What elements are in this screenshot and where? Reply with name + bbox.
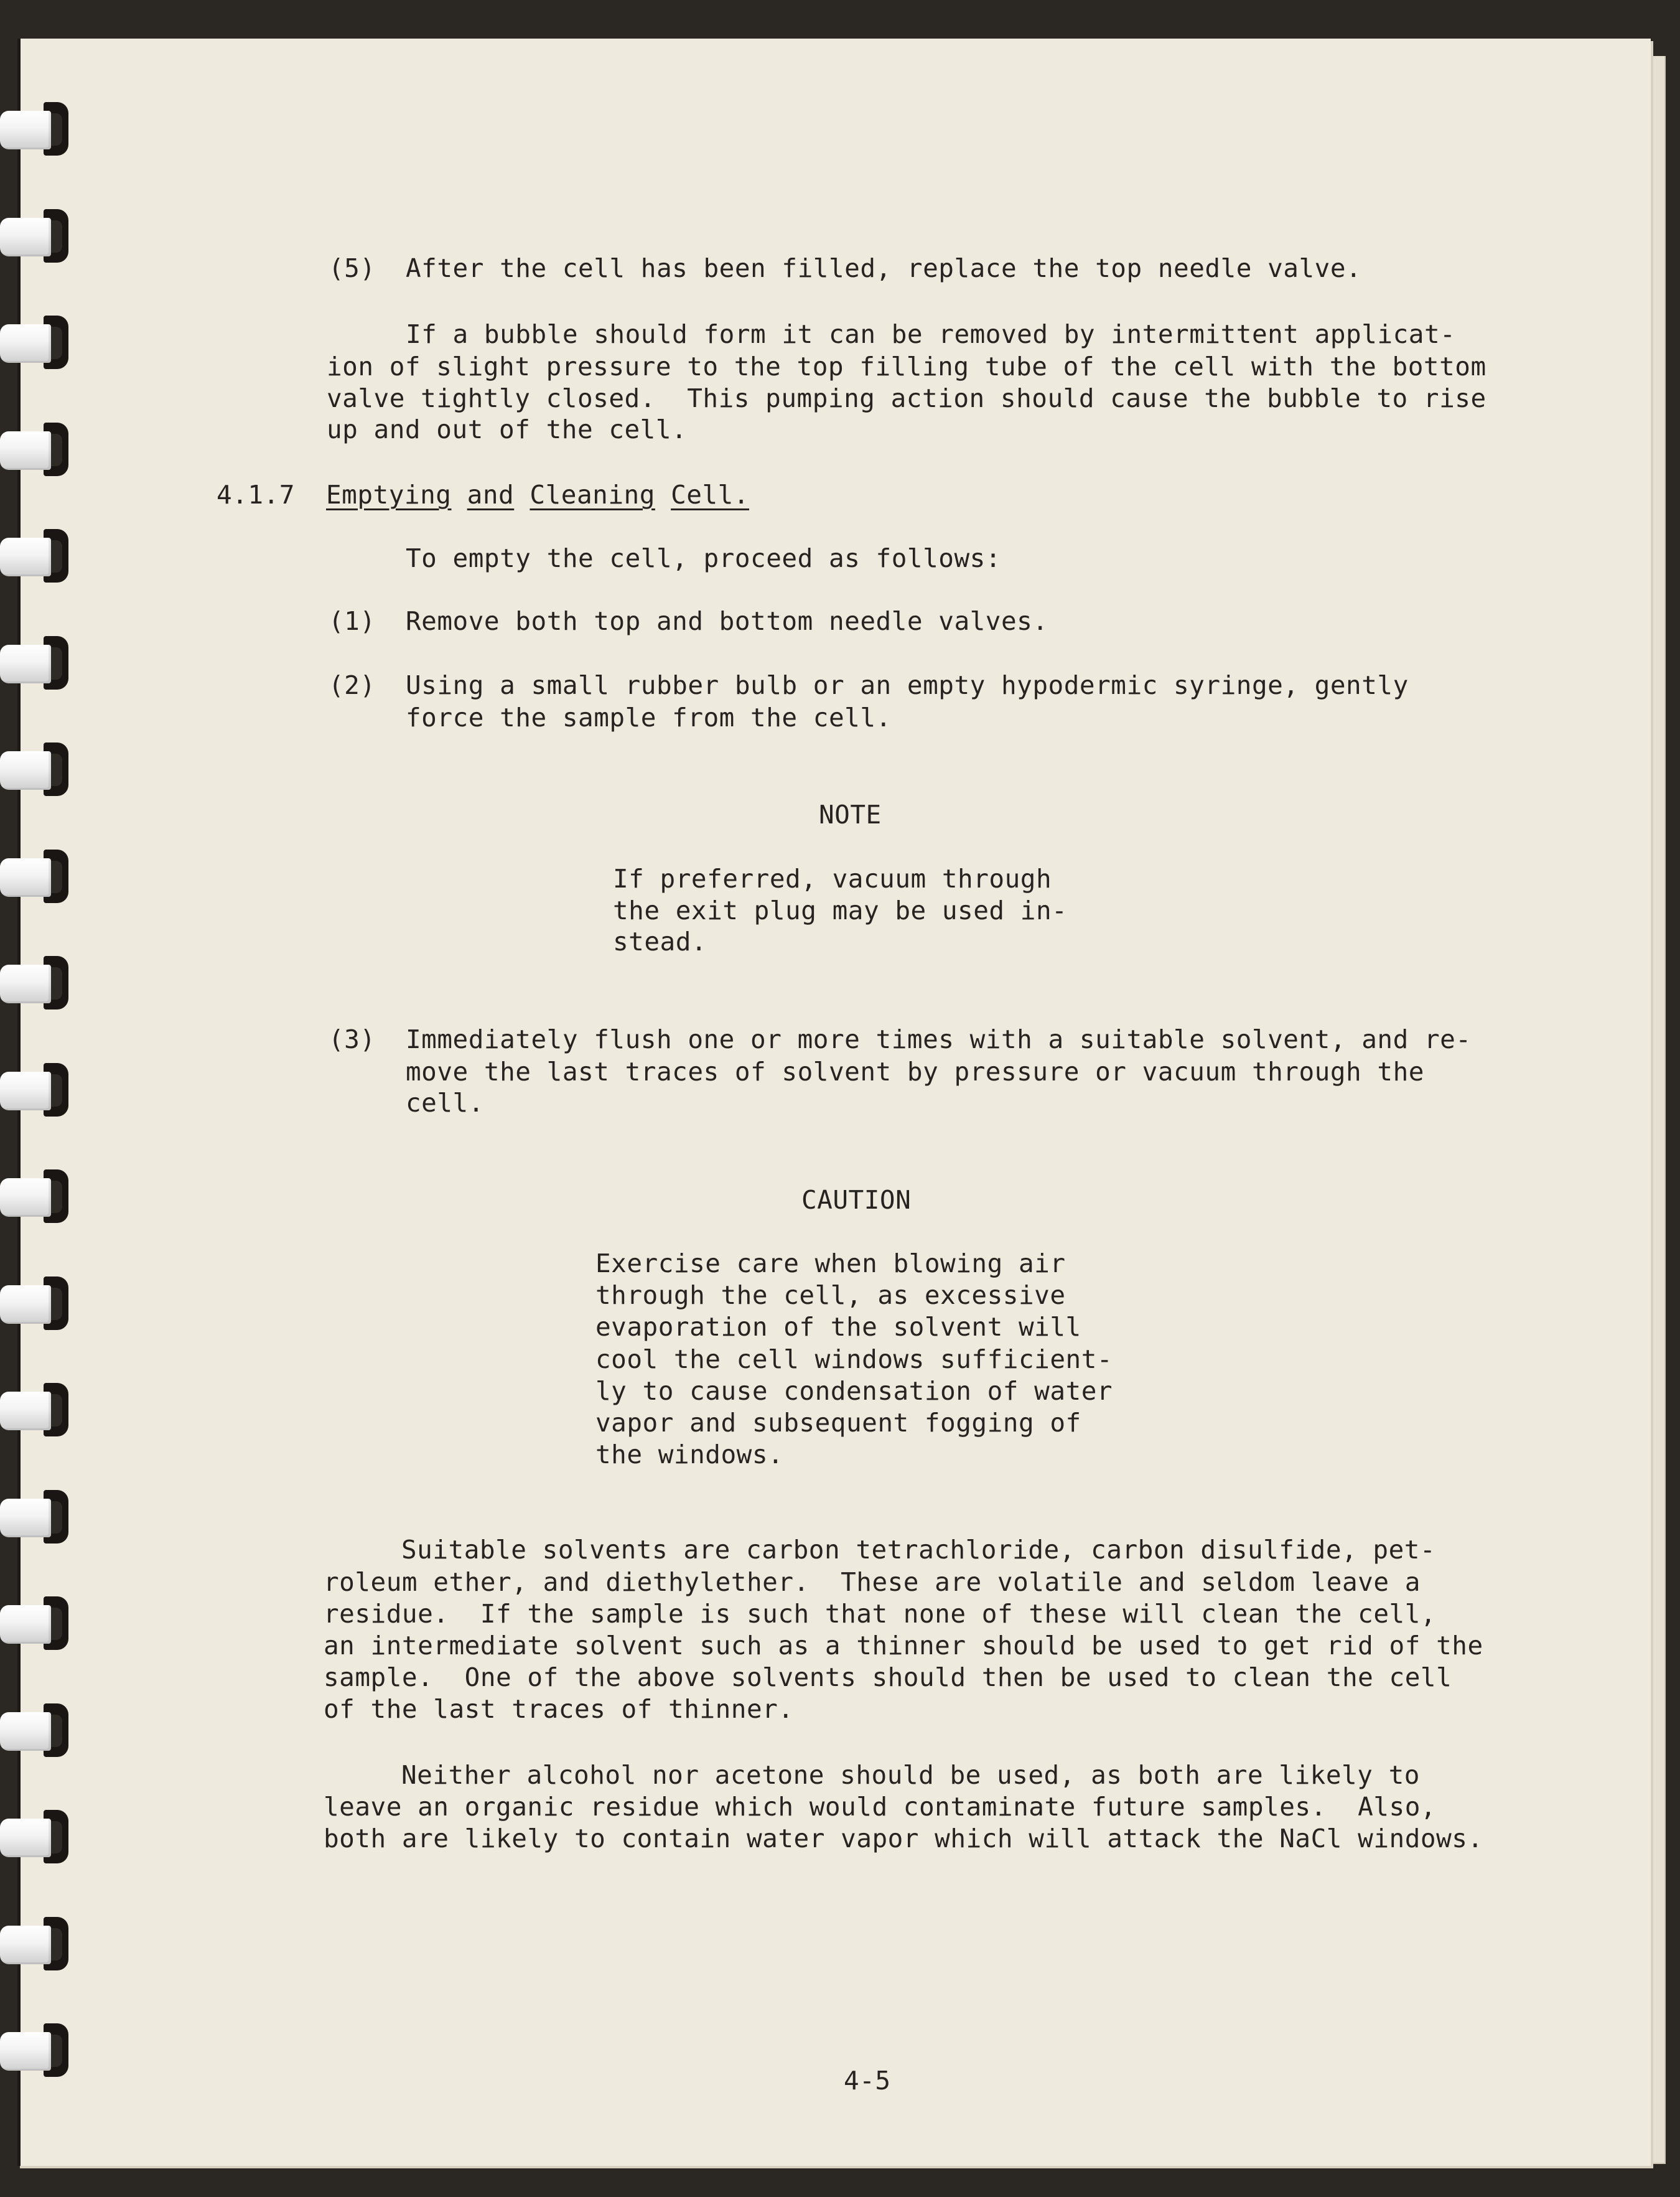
- paragraph-line: If a bubble should form it can be removed by intermittent applicat-: [406, 319, 1456, 349]
- paragraph-line: Suitable solvents are carbon tetrachloride, carbon disulfide, pet-: [401, 1535, 1436, 1565]
- binding-loop: [0, 634, 68, 691]
- section-title-word: and: [467, 480, 515, 510]
- step-2-line: force the sample from the cell.: [406, 703, 892, 733]
- binding-loop: [0, 2021, 68, 2078]
- paragraph-line: residue. If the sample is such that none of these will clean the cell,: [324, 1599, 1437, 1629]
- paragraph-line: valve tightly closed. This pumping action should cause the bubble to rise: [327, 383, 1486, 413]
- section-title-word: Emptying: [326, 480, 452, 510]
- paragraph-line: an intermediate solvent such as a thinner should be used to get rid of the: [324, 1631, 1483, 1661]
- step-3-line: cell.: [406, 1088, 484, 1118]
- step-1-number: (1): [329, 606, 376, 636]
- step-5-number: (5): [329, 253, 376, 283]
- caution-line: Exercise care when blowing air: [595, 1248, 1066, 1278]
- binding-loop: [0, 1274, 68, 1331]
- binding-loop: [0, 1487, 68, 1545]
- binding-loop: [0, 1380, 68, 1438]
- page-number: 4-5: [844, 2066, 891, 2096]
- section-title-word: Cleaning: [530, 480, 655, 510]
- binding-loop: [0, 1061, 68, 1118]
- note-line: the exit plug may be used in-: [613, 896, 1068, 925]
- paragraph-line: leave an organic residue which would contaminate future samples. Also,: [324, 1792, 1437, 1822]
- binding-loop: [0, 1594, 68, 1651]
- caution-line: the windows.: [595, 1440, 784, 1469]
- paragraph-line: Neither alcohol nor acetone should be used, as both are likely to: [401, 1760, 1420, 1790]
- caution-line: evaporation of the solvent will: [595, 1312, 1081, 1342]
- step-2-line: Using a small rubber bulb or an empty hypodermic syringe, gently: [406, 670, 1409, 700]
- binding-loop: [0, 207, 68, 264]
- caution-line: through the cell, as excessive: [595, 1280, 1066, 1310]
- binding-loop: [0, 313, 68, 370]
- caution-heading: CAUTION: [801, 1185, 912, 1215]
- binding-loop: [0, 847, 68, 904]
- section-title: [326, 479, 749, 511]
- binding-loop: [0, 1701, 68, 1758]
- binding-loop: [0, 953, 68, 1011]
- binding-loop: [0, 1807, 68, 1865]
- step-3-number: (3): [329, 1024, 376, 1054]
- step-2-number: (2): [329, 670, 376, 700]
- caution-line: ly to cause condensation of water: [595, 1376, 1113, 1406]
- paragraph-line: sample. One of the above solvents should then be used to clean the cell: [324, 1662, 1452, 1692]
- step-3-line: move the last traces of solvent by pressure or vacuum through the: [406, 1057, 1424, 1087]
- caution-line: vapor and subsequent fogging of: [595, 1408, 1081, 1438]
- binding-loop: [0, 1167, 68, 1224]
- paragraph-line: up and out of the cell.: [327, 415, 688, 444]
- paragraph-line: ion of slight pressure to the top filling tube of the cell with the bottom: [327, 352, 1486, 382]
- step-3-line: Immediately flush one or more times with a suitable solvent, and re-: [406, 1024, 1472, 1054]
- note-heading: NOTE: [819, 800, 882, 830]
- step-1-text: Remove both top and bottom needle valves.: [406, 606, 1048, 636]
- note-line: stead.: [613, 927, 707, 957]
- note-line: If preferred, vacuum through: [613, 864, 1052, 894]
- binding-loop: [0, 740, 68, 797]
- binding-loop: [0, 1914, 68, 1972]
- section-title-word: Cell.: [671, 480, 750, 510]
- step-5-text: After the cell has been filled, replace the top needle valve.: [406, 253, 1362, 283]
- intro-line: To empty the cell, proceed as follows:: [406, 543, 1001, 573]
- binding-loop: [0, 420, 68, 477]
- binding-loop: [0, 100, 68, 157]
- paragraph-line: of the last traces of thinner.: [324, 1694, 794, 1724]
- paragraph-line: both are likely to contain water vapor which will attack the NaCl windows.: [324, 1824, 1483, 1853]
- caution-line: cool the cell windows sufficient-: [595, 1344, 1113, 1374]
- section-number: 4.1.7: [217, 480, 295, 510]
- binding-loop: [0, 527, 68, 584]
- paragraph-line: roleum ether, and diethylether. These are volatile and seldom leave a: [324, 1567, 1421, 1597]
